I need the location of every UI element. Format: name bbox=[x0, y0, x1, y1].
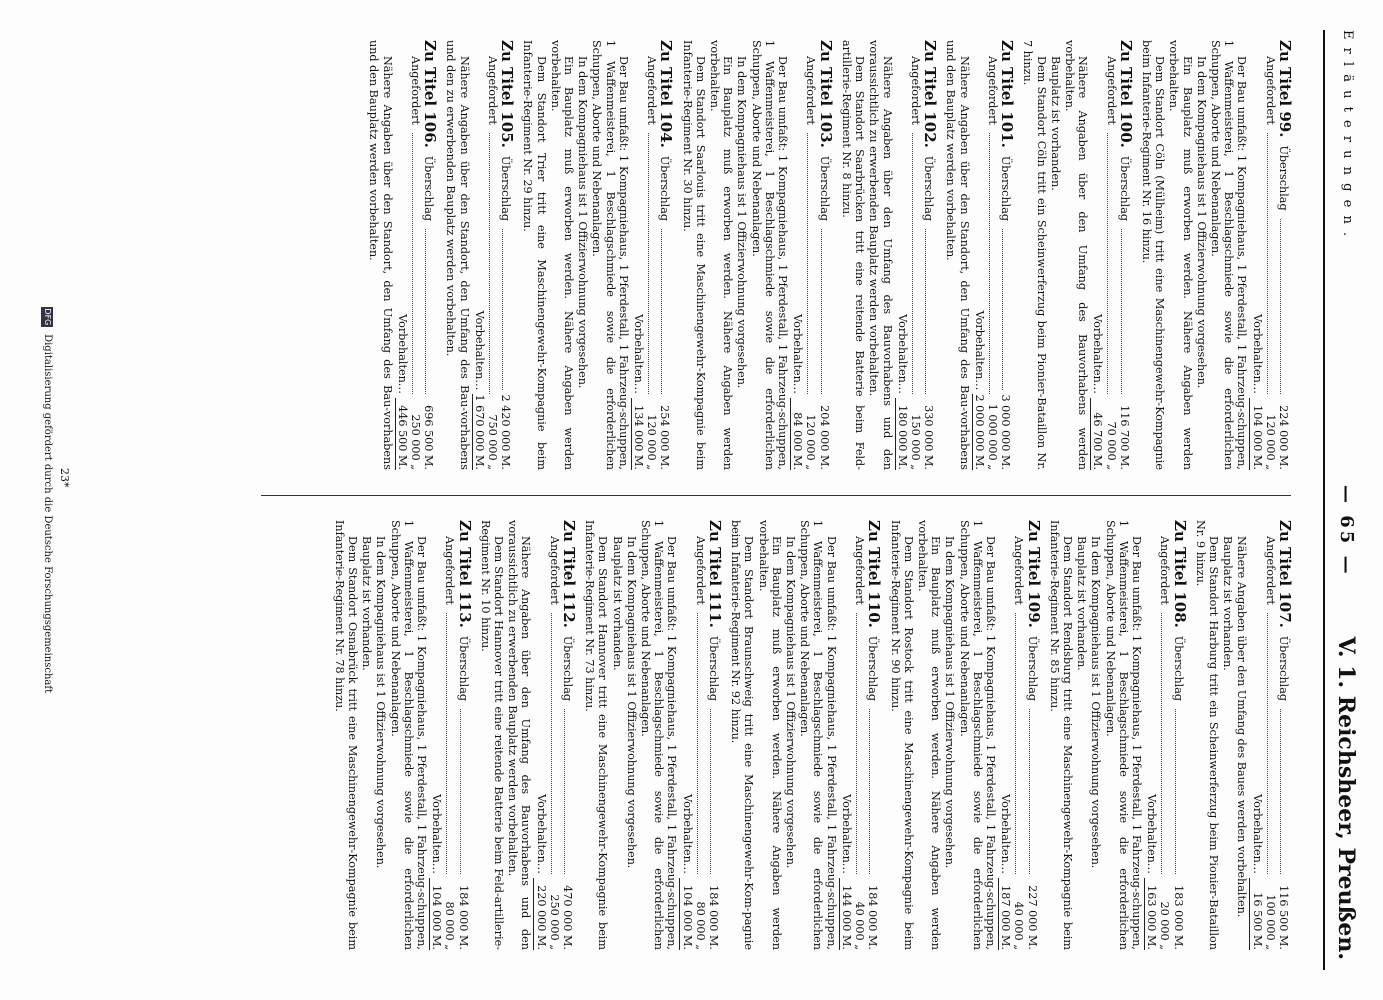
requested-amount: 100 000 „ bbox=[1263, 894, 1277, 950]
ueberschlag-label: Überschlag bbox=[817, 155, 831, 222]
ueberschlag-label: Überschlag bbox=[658, 155, 672, 222]
requested-line bbox=[645, 40, 658, 470]
explanation-paragraph: Bauplatz ist vorhanden. bbox=[360, 536, 374, 671]
titel-heading-line bbox=[657, 40, 676, 470]
titel-heading-line bbox=[498, 40, 517, 470]
angefordert-label: Angefordert bbox=[443, 536, 457, 605]
explanation-paragraph: Dem Standort Saarbrücken tritt eine reitende Batterie beim Feld-artillerie-Regiment Nr. 8 hinzu. bbox=[839, 40, 867, 470]
explanation-paragraph: Bauplatz ist vorhanden. bbox=[1048, 56, 1062, 191]
angefordert-label: Angefordert bbox=[1263, 536, 1277, 605]
explanation-paragraph: Dem Standort Hannover tritt eine Maschinengewehr-Kompagnie beim Infanterie-Regiment Nr. 73 hinzu. bbox=[583, 520, 610, 950]
titel-entry bbox=[1021, 40, 1135, 470]
requested-amount: 20 000 „ bbox=[1158, 901, 1172, 950]
dot-leader bbox=[1121, 229, 1122, 394]
titel-number: Zu Titel 109. bbox=[1024, 520, 1043, 628]
requested-amount: 80 000 „ bbox=[693, 901, 707, 950]
titel-entry bbox=[1139, 40, 1294, 470]
dot-leader bbox=[661, 229, 662, 394]
reserved-line bbox=[429, 520, 443, 950]
ueberschlag-label: Überschlag bbox=[1117, 155, 1131, 222]
dot-leader bbox=[856, 613, 866, 874]
angefordert-label: Angefordert bbox=[1104, 56, 1118, 125]
explanation-paragraph: Nähere Angaben über den Standort, den Umfang des Bau-vorhabens und den zu erwerbenden Bauplatz werden vorbehalten. bbox=[444, 40, 471, 470]
titel-number: Zu Titel 107. bbox=[1276, 520, 1294, 628]
angefordert-label: Angefordert bbox=[908, 56, 922, 125]
ueberschlag-label: Überschlag bbox=[999, 155, 1013, 222]
requested-line bbox=[443, 520, 456, 950]
angefordert-label: Angefordert bbox=[804, 56, 818, 125]
explanation-paragraph: Der Bau umfaßt: 1 Kompagniehaus, 1 Pferdestall, 1 Fahrzeug-schuppen, 1 Waffenmeisterei, 1 Beschlagschmiede sowie die erforderlichen Schuppen, Aborte und Nebenanlagen. bbox=[1208, 40, 1249, 470]
requested-amount: 250 000 „ bbox=[409, 414, 423, 470]
dot-leader bbox=[1015, 613, 1025, 874]
dot-leader bbox=[1267, 133, 1277, 394]
reserved-line bbox=[895, 40, 909, 470]
explanation-paragraph: Nähere Angaben über den Umfang des Baues werden vorbehalten. bbox=[1235, 536, 1249, 918]
titel-heading-line bbox=[1276, 520, 1294, 950]
dot-leader bbox=[1267, 613, 1277, 874]
total-amount: 254 000 M. bbox=[658, 405, 672, 470]
reserved-amount: 446 500 M. bbox=[395, 398, 409, 470]
titel-entry bbox=[478, 520, 579, 950]
total-amount: 330 000 M. bbox=[922, 405, 936, 470]
titel-number: Zu Titel 108. bbox=[1170, 520, 1189, 628]
total-amount: 184 000 M. bbox=[456, 885, 470, 950]
titel-heading-line bbox=[816, 40, 835, 470]
reserved-amount: 104 000 M. bbox=[1249, 398, 1263, 470]
dot-leader bbox=[1175, 709, 1176, 874]
titel-entry bbox=[332, 520, 474, 950]
explanation-paragraph: Der Bau umfaßt: 1 Kompagniehaus, 1 Pferdestall, 1 Fahrzeug-schuppen, 1 Waffenmeisterei, 1 Beschlagschmiede sowie die erforderlichen Schuppen, Aborte und Nebenanlagen. bbox=[590, 40, 630, 470]
titel-entry bbox=[521, 40, 676, 470]
explanation-paragraph: Bauplatz ist vorhanden. bbox=[1075, 536, 1089, 671]
dot-leader bbox=[446, 613, 456, 874]
titel-heading-line bbox=[921, 40, 940, 470]
reserved-line bbox=[1144, 520, 1158, 950]
titel-number: Zu Titel 106. bbox=[421, 40, 440, 148]
titel-entry bbox=[680, 40, 835, 470]
titel-heading-line bbox=[1170, 520, 1189, 950]
reserved-line bbox=[1249, 520, 1263, 950]
total-amount: 224 000 M. bbox=[1277, 405, 1290, 470]
reserved-line bbox=[1090, 40, 1104, 470]
reserved-amount: 1 670 000 M. bbox=[472, 394, 486, 470]
total-amount: 204 000 M. bbox=[817, 405, 831, 470]
header-right-title: V. 1. Reichsheer, Preußen. bbox=[1333, 636, 1359, 960]
requested-amount: 40 000 „ bbox=[853, 901, 867, 950]
titel-heading-line bbox=[998, 40, 1017, 470]
requested-line bbox=[1158, 520, 1171, 950]
ueberschlag-label: Überschlag bbox=[707, 635, 721, 702]
vorbehalten-label: Vorbehalten… bbox=[534, 794, 548, 874]
explanation-paragraph: Dem Standort Cöln tritt ein Scheinwerferzug beim Pionier-Bataillon Nr. 7 hinzu. bbox=[1021, 40, 1048, 470]
dot-leader bbox=[912, 133, 922, 394]
titel-heading-line bbox=[560, 520, 579, 950]
dot-leader bbox=[925, 229, 926, 394]
titel-number: Zu Titel 100. bbox=[1116, 40, 1135, 148]
reserved-line bbox=[1249, 40, 1263, 470]
requested-amount: 120 000 „ bbox=[1263, 414, 1277, 470]
explanation-paragraph: Nähere Angaben über den Umfang des Bauvorhabens und den voraussichtlich zu erwerbenden Bauplatz werden vorbehalten. bbox=[506, 520, 533, 950]
dot-leader bbox=[1280, 709, 1281, 874]
reserved-amount: 104 000 M. bbox=[679, 878, 693, 950]
titel-number: Zu Titel 103. bbox=[816, 40, 835, 148]
digitization-credit: Digitalisierung gefördert durch die Deutsche Forschungsgemeinschaft bbox=[42, 334, 53, 694]
vorbehalten-label: Vorbehalten… bbox=[1145, 794, 1159, 874]
titel-heading-line bbox=[1276, 40, 1294, 470]
titel-heading-line bbox=[455, 520, 474, 950]
explanation-paragraph: Der Bau umfaßt: 1 Kompagniehaus, 1 Pferdestall, 1 Fahrzeug-schuppen, 1 Waffenmeisterei, 1 Beschlagschmiede sowie die erforderlichen Schuppen, Aborte und Nebenanlagen. bbox=[388, 520, 429, 950]
ueberschlag-label: Überschlag bbox=[456, 635, 470, 702]
vorbehalten-label: Vorbehalten… bbox=[839, 794, 853, 874]
ueberschlag-label: Überschlag bbox=[922, 155, 936, 222]
angefordert-label: Angefordert bbox=[1263, 56, 1277, 125]
angefordert-label: Angefordert bbox=[486, 56, 500, 125]
explanation-paragraph: In dem Kompagniehaus ist 1 Offizierwohnung vorgesehen. bbox=[784, 536, 798, 869]
angefordert-label: Angefordert bbox=[985, 56, 999, 125]
requested-amount: 750 000 „ bbox=[486, 414, 500, 470]
explanation-paragraph: Dem Standort Braunschweig tritt eine Maschinengewehr-Kom-pagnie beim Infanterie-Regiment Nr. 92 hinzu. bbox=[729, 520, 756, 950]
total-amount: 227 000 M. bbox=[1025, 885, 1039, 950]
explanation-paragraph: Der Bau umfaßt: 1 Kompagniehaus, 1 Pferdestall, 1 Fahrzeug-schuppen, 1 Waffenmeisterei, 1 Beschlagschmiede sowie die erforderlichen Schuppen, Aborte und Nebenanlagen. bbox=[957, 520, 997, 950]
ueberschlag-label: Überschlag bbox=[499, 155, 513, 222]
explanation-paragraph: Der Bau umfaßt: 1 Kompagniehaus, 1 Pferdestall, 1 Fahrzeug-schuppen, 1 Waffenmeisterei, 1 Beschlagschmiede sowie die erforderlichen Schuppen, Aborte und Nebenanlagen. bbox=[639, 520, 679, 950]
total-amount: 183 000 M. bbox=[1171, 885, 1185, 950]
reserved-amount: 163 000 M. bbox=[1144, 878, 1158, 950]
explanation-paragraph: In dem Kompagniehaus ist 1 Offizierwohnung vorgesehen. bbox=[735, 56, 749, 389]
reserved-line bbox=[533, 520, 547, 950]
dot-leader bbox=[869, 709, 870, 874]
vorbehalten-label: Vorbehalten… bbox=[972, 310, 986, 391]
titel-number: Zu Titel 102. bbox=[921, 40, 940, 148]
vorbehalten-label: Vorbehalten… bbox=[895, 314, 909, 394]
header-rule bbox=[1323, 30, 1325, 970]
dot-leader bbox=[989, 133, 999, 394]
explanation-paragraph: Nähere Angaben über den Umfang des Bauvorhabens werden vorbehalten. bbox=[1062, 40, 1090, 470]
titel-entry bbox=[367, 40, 440, 470]
titel-number: Zu Titel 111. bbox=[706, 520, 725, 628]
dot-leader bbox=[1002, 229, 1003, 390]
dot-leader bbox=[807, 133, 817, 394]
dot-leader bbox=[412, 133, 422, 394]
requested-line bbox=[909, 40, 922, 470]
explanation-paragraph: Dem Standort Hannover tritt eine reitende Batterie beim Feld-artillerie-Regiment Nr. 10 hinzu. bbox=[478, 520, 506, 950]
explanation-paragraph: Ein Bauplatz muß erworben werden. Nähere Angaben werden vorbehalten. bbox=[708, 40, 735, 470]
reserved-line bbox=[998, 520, 1012, 950]
reserved-amount: 187 000 M. bbox=[998, 878, 1012, 950]
explanation-paragraph: Dem Standort Osnabrück tritt eine Maschinengewehr-Kompagnie beim Infanterie-Regiment Nr. 78 hinzu. bbox=[332, 520, 359, 950]
column-divider bbox=[261, 495, 1291, 496]
requested-amount: 70 000 „ bbox=[1104, 421, 1118, 470]
requested-line bbox=[986, 40, 999, 470]
angefordert-label: Angefordert bbox=[853, 536, 867, 605]
page-number: — 65 — bbox=[1336, 485, 1357, 577]
explanation-paragraph: In dem Kompagniehaus ist 1 Offizierwohnung vorgesehen. bbox=[624, 536, 638, 869]
titel-entry bbox=[888, 520, 1043, 950]
total-amount: 470 000 M. bbox=[561, 885, 575, 950]
dot-leader bbox=[425, 229, 426, 394]
explanation-paragraph: Ein Bauplatz muß erworben werden. Nähere Angaben werden vorbehalten. bbox=[548, 40, 576, 470]
explanation-paragraph: Der Bau umfaßt: 1 Kompagniehaus, 1 Pferdestall, 1 Fahrzeug-schuppen, 1 Waffenmeisterei, 1 Beschlagschmiede sowie die erforderlichen Schuppen, Aborte und Nebenanlagen. bbox=[749, 40, 790, 470]
requested-line bbox=[694, 520, 707, 950]
angefordert-label: Angefordert bbox=[547, 536, 561, 605]
vorbehalten-label: Vorbehalten… bbox=[1250, 314, 1264, 394]
reserved-line bbox=[679, 520, 693, 950]
reserved-amount: 180 000 M. bbox=[895, 398, 909, 470]
vorbehalten-label: Vorbehalten… bbox=[430, 794, 444, 874]
titel-number: Zu Titel 113. bbox=[455, 520, 474, 628]
explanation-paragraph: Bauplatz ist vorhanden. bbox=[1221, 536, 1235, 671]
total-amount: 696 500 M. bbox=[422, 405, 436, 470]
explanation-paragraph: Der Bau umfaßt: 1 Kompagniehaus, 1 Pferdestall, 1 Fahrzeug-schuppen, 1 Waffenmeisterei, 1 Beschlagschmiede sowie die erforderlichen Schuppen, Aborte und Nebenanlagen. bbox=[798, 520, 838, 950]
total-amount: 3 000 000 M. bbox=[999, 394, 1013, 470]
explanation-paragraph: Nähere Angaben über den Umfang des Bauvorhabens und den voraussichtlich zu erwerbenden Bauplatz werden vorbehalten. bbox=[867, 40, 894, 470]
page-header bbox=[1313, 0, 1383, 1000]
reserved-amount: 220 000 M. bbox=[533, 878, 547, 950]
titel-entry bbox=[1047, 520, 1189, 950]
requested-line bbox=[548, 520, 561, 950]
explanation-paragraph: In dem Kompagniehaus ist 1 Offizierwohnung vorgesehen. bbox=[576, 56, 590, 389]
reserved-line bbox=[972, 40, 986, 470]
explanation-paragraph: Dem Standort Rostock tritt eine Maschinengewehr-Kompagnie beim Infanterie-Regiment Nr. 90 hinzu. bbox=[888, 520, 915, 950]
total-amount: 2 420 000 M. bbox=[499, 394, 513, 470]
reserved-line bbox=[839, 520, 853, 950]
dot-leader bbox=[697, 613, 707, 874]
vorbehalten-label: Vorbehalten… bbox=[395, 314, 409, 394]
dot-leader bbox=[551, 613, 561, 874]
titel-entry bbox=[944, 40, 1017, 470]
requested-line bbox=[1012, 520, 1025, 950]
dot-leader bbox=[1029, 709, 1030, 874]
explanation-paragraph: Dem Standort Trier tritt eine Maschinengewehr-Kompagnie beim Infanterie-Regiment Nr. 29 hinzu. bbox=[521, 40, 548, 470]
header-left-section: E r l ä u t e r u n g e n . bbox=[1340, 30, 1355, 239]
reserved-amount: 134 000 M. bbox=[631, 398, 645, 470]
angefordert-label: Angefordert bbox=[693, 536, 707, 605]
dot-leader bbox=[1280, 219, 1281, 394]
reserved-amount: 144 000 M. bbox=[839, 878, 853, 950]
explanation-paragraph: In dem Kompagniehaus ist 1 Offizierwohnung vorgesehen. bbox=[1089, 536, 1103, 869]
requested-line bbox=[1264, 40, 1277, 470]
explanation-paragraph: Nähere Angaben über den Standort, den Umfang des Bau-vorhabens und den Bauplatz werden vorbehalten. bbox=[944, 40, 971, 470]
ueberschlag-label: Überschlag bbox=[422, 155, 436, 222]
explanation-paragraph: Dem Standort Rendsburg tritt eine Maschinengewehr-Kompagnie beim Infanterie-Regiment Nr. 85 hinzu. bbox=[1047, 520, 1074, 950]
vorbehalten-label: Vorbehalten… bbox=[680, 794, 694, 874]
reserved-line bbox=[631, 40, 645, 470]
titel-number: Zu Titel 110. bbox=[865, 520, 884, 628]
titel-entry bbox=[839, 40, 940, 470]
explanation-paragraph: Ein Bauplatz muß erworben werden. Nähere Angaben werden vorbehalten. bbox=[1167, 40, 1194, 470]
angefordert-label: Angefordert bbox=[1158, 536, 1172, 605]
titel-heading-line bbox=[865, 520, 884, 950]
total-amount: 116 700 M. bbox=[1117, 405, 1131, 470]
ueberschlag-label: Überschlag bbox=[1025, 635, 1039, 702]
dot-leader bbox=[489, 133, 499, 394]
angefordert-label: Angefordert bbox=[409, 56, 423, 125]
requested-line bbox=[409, 40, 422, 470]
vorbehalten-label: Vorbehalten… bbox=[791, 314, 805, 394]
reserved-amount: 46 700 M. bbox=[1090, 398, 1104, 470]
angefordert-label: Angefordert bbox=[1012, 536, 1026, 605]
explanation-paragraph: Ein Bauplatz muß erworben werden. Nähere Angaben werden vorbehalten. bbox=[915, 520, 943, 950]
angefordert-label: Angefordert bbox=[645, 56, 659, 125]
requested-line bbox=[804, 40, 817, 470]
explanation-paragraph: Ein Bauplatz muß erworben werden. Nähere Angaben werden vorbehalten. bbox=[756, 520, 783, 950]
requested-line bbox=[486, 40, 499, 470]
dot-leader bbox=[1161, 613, 1171, 874]
titel-entry bbox=[729, 520, 884, 950]
vorbehalten-label: Vorbehalten… bbox=[999, 794, 1013, 874]
dot-leader bbox=[564, 709, 565, 874]
vorbehalten-label: Vorbehalten… bbox=[472, 310, 486, 391]
explanation-paragraph: In dem Kompagniehaus ist 1 Offizierwohnung vorgesehen. bbox=[374, 536, 388, 869]
explanation-paragraph: Dem Standort Harburg tritt ein Scheinwerferzug beim Pionier-Bataillon Nr. 9 hinzu. bbox=[1193, 520, 1220, 950]
titel-number: Zu Titel 101. bbox=[998, 40, 1017, 148]
vorbehalten-label: Vorbehalten… bbox=[632, 314, 646, 394]
reserved-line bbox=[472, 40, 486, 470]
requested-amount: 250 000 „ bbox=[547, 894, 561, 950]
ueberschlag-label: Überschlag bbox=[561, 635, 575, 702]
reserved-amount: 16 500 M. bbox=[1249, 878, 1263, 950]
requested-line bbox=[1104, 40, 1117, 470]
total-amount: 184 000 M. bbox=[707, 885, 721, 950]
explanation-paragraph: In dem Kompagniehaus ist 1 Offizierwohnung vorgesehen. bbox=[1194, 56, 1208, 389]
requested-amount: 150 000 „ bbox=[908, 414, 922, 470]
dot-leader bbox=[648, 133, 658, 394]
signature-mark: 23* bbox=[58, 468, 71, 488]
explanation-paragraph: Der Bau umfaßt: 1 Kompagniehaus, 1 Pferdestall, 1 Fahrzeug-schuppen, 1 Waffenmeisterei, 1 Beschlagschmiede sowie die erforderlichen Schuppen, Aborte und Nebenanlagen. bbox=[1103, 520, 1143, 950]
left-column bbox=[359, 40, 1294, 470]
requested-line bbox=[1264, 520, 1277, 950]
dot-leader bbox=[710, 709, 711, 874]
reserved-line bbox=[395, 40, 409, 470]
explanation-paragraph: Dem Standort Cöln (Mülheim) tritt eine Maschinengewehr-Kompagnie beim Infanterie-Regiment Nr. 16 hinzu. bbox=[1139, 40, 1167, 470]
titel-number: Zu Titel 104. bbox=[657, 40, 676, 148]
dot-leader bbox=[1107, 133, 1117, 394]
right-column bbox=[325, 520, 1294, 950]
titel-number: Zu Titel 99. bbox=[1276, 40, 1294, 138]
vorbehalten-label: Vorbehalten… bbox=[1091, 314, 1105, 394]
explanation-paragraph: In dem Kompagniehaus ist 1 Offizierwohnung vorgesehen. bbox=[943, 536, 957, 869]
ueberschlag-label: Überschlag bbox=[1277, 635, 1290, 702]
ueberschlag-label: Überschlag bbox=[1277, 145, 1290, 211]
reserved-amount: 104 000 M. bbox=[429, 878, 443, 950]
titel-heading-line bbox=[1024, 520, 1043, 950]
total-amount: 184 000 M. bbox=[866, 885, 880, 950]
titel-entry bbox=[444, 40, 517, 470]
titel-heading-line bbox=[1116, 40, 1135, 470]
reserved-line bbox=[790, 40, 804, 470]
page-footer bbox=[41, 0, 71, 1000]
requested-amount: 80 000 „ bbox=[443, 901, 457, 950]
requested-amount: 1 000 000 „ bbox=[985, 403, 999, 470]
total-amount: 116 500 M. bbox=[1277, 885, 1290, 950]
requested-amount: 120 000 „ bbox=[804, 414, 818, 470]
requested-line bbox=[853, 520, 866, 950]
titel-entry bbox=[1193, 520, 1294, 950]
ueberschlag-label: Überschlag bbox=[866, 635, 880, 702]
requested-amount: 40 000 „ bbox=[1012, 901, 1026, 950]
titel-heading-line bbox=[706, 520, 725, 950]
dot-leader bbox=[502, 229, 503, 390]
dfg-logo: DFG bbox=[43, 308, 52, 326]
dot-leader bbox=[460, 709, 461, 874]
dot-leader bbox=[821, 229, 822, 394]
vorbehalten-label: Vorbehalten… bbox=[1250, 794, 1264, 874]
explanation-paragraph: Dem Standort Saarlouis tritt eine Maschinengewehr-Kompagnie beim Infanterie-Regiment Nr. 30 hinzu. bbox=[680, 40, 707, 470]
reserved-amount: 2 000 000 M. bbox=[972, 394, 986, 470]
titel-heading-line bbox=[421, 40, 440, 470]
explanation-paragraph: Nähere Angaben über den Standort, den Umfang des Bau-vorhabens und den Bauplatz werden vorbehalten. bbox=[367, 40, 394, 470]
titel-entry bbox=[583, 520, 725, 950]
ueberschlag-label: Überschlag bbox=[1171, 635, 1185, 702]
explanation-paragraph: Bauplatz ist vorhanden. bbox=[610, 536, 624, 671]
reserved-amount: 84 000 M. bbox=[790, 398, 804, 470]
titel-number: Zu Titel 105. bbox=[498, 40, 517, 148]
titel-number: Zu Titel 112. bbox=[560, 520, 579, 628]
requested-amount: 120 000 „ bbox=[645, 414, 659, 470]
